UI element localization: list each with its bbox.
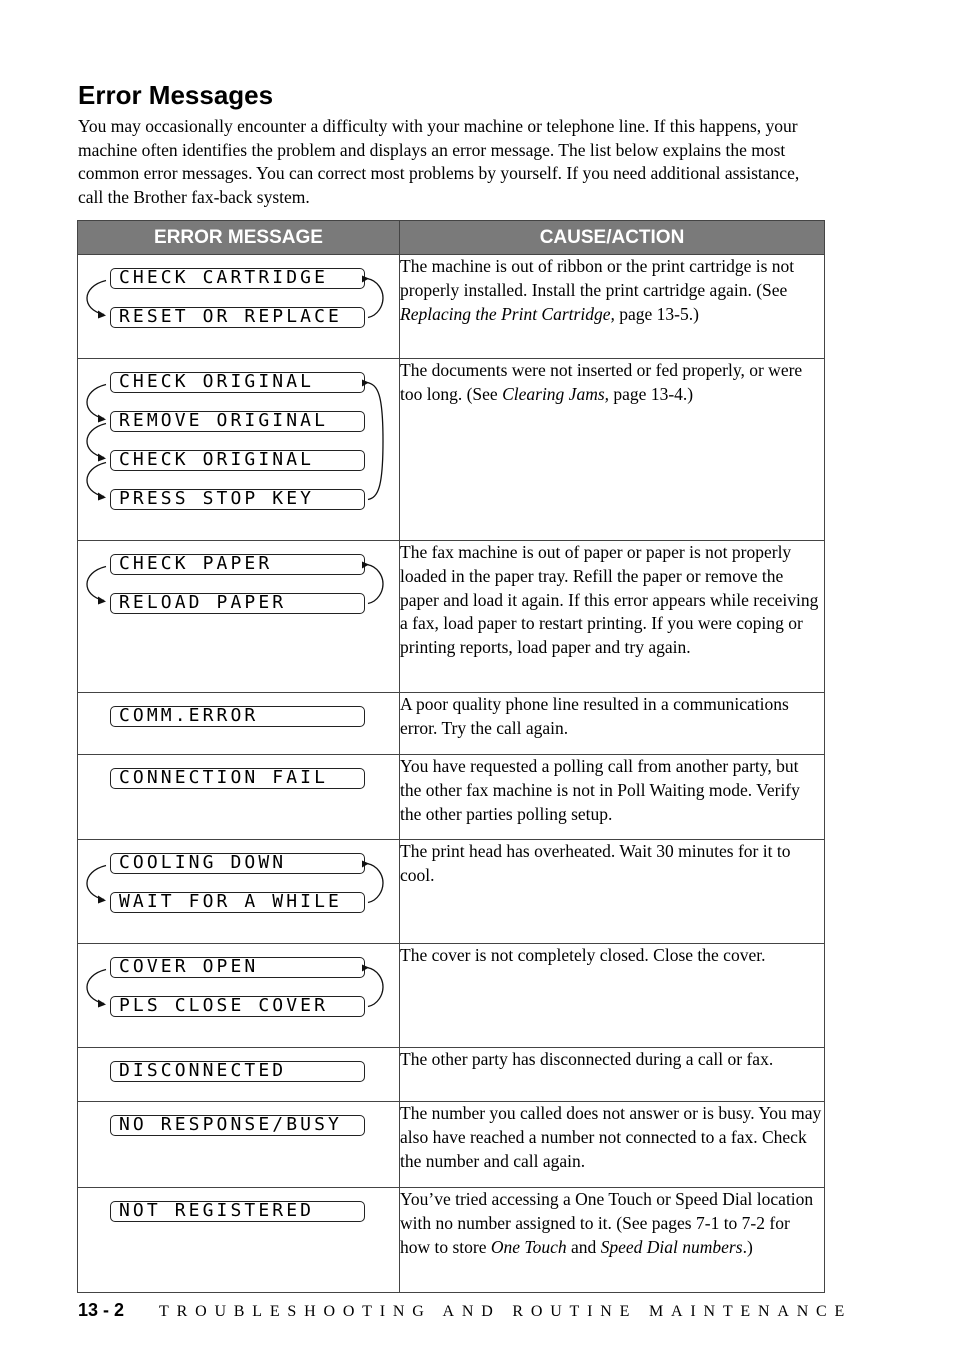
lcd-message: COMM.ERROR [110,706,365,727]
cycle-arrows-icon [78,255,399,358]
cycle-arrows-icon [78,541,399,644]
table-row [78,541,825,693]
table-row [78,840,825,944]
error-message-cell [78,255,400,359]
lcd-display-stack [78,755,399,801]
table-row [78,1048,825,1102]
description-text: The number you called does not answer or is busy. You may also have reached a number not connected to a fax. Check the number and call again. [400,1103,822,1171]
cause-action-cell [400,255,825,359]
error-message-cell [78,693,400,755]
lcd-display-stack [78,840,399,943]
lcd-display-stack [78,255,399,358]
table-row [78,255,825,359]
lcd-message: PRESS STOP KEY [110,489,365,510]
cross-reference: Speed Dial numbers [600,1236,743,1257]
page-number: 13 - 2 [78,1300,125,1320]
cause-action-cell [400,541,825,693]
lcd-message: CHECK ORIGINAL [110,450,365,471]
lcd-message: CHECK ORIGINAL [110,372,365,393]
lcd-display-stack [78,541,399,644]
error-message-cell [78,755,400,840]
description-text: page 13-4.) [609,383,694,404]
error-message-cell [78,541,400,693]
table-row [78,944,825,1048]
lcd-message: CHECK CARTRIDGE [110,268,365,289]
cross-reference: Replacing the Print Cartridge, [400,303,615,324]
description-text: page 13-5.) [614,303,699,324]
lcd-message: COOLING DOWN [110,853,365,874]
description-text: You’ve tried accessing a One Touch or Speed Dial location with no number assigned to it. (See pages 7-1 to 7-2 for how to store [400,1189,814,1257]
description-text: and [566,1236,601,1257]
table-body [78,255,825,1293]
lcd-display-stack [78,1048,399,1094]
cause-action-cell [400,1048,825,1102]
page-footer [78,1300,852,1321]
lcd-message: REMOVE ORIGINAL [110,411,365,432]
cycle-arrows-icon [78,359,399,540]
error-message-cell [78,359,400,541]
lcd-message: WAIT FOR A WHILE [110,892,365,913]
lcd-display-stack [78,1102,399,1148]
table-row [78,1102,825,1188]
chapter-title: TROUBLESHOOTING AND ROUTINE MAINTENANCE [159,1303,853,1320]
cycle-arrows-icon [78,840,399,943]
lcd-message: RESET OR REPLACE [110,307,365,328]
header-cause-action: CAUSE/ACTION [400,221,825,255]
cause-action-cell [400,1188,825,1293]
lcd-display-stack [78,1188,399,1234]
lcd-message: CHECK PAPER [110,554,365,575]
table-row [78,1188,825,1293]
description-text: You have requested a polling call from another party, but the other fax machine is not in Poll Waiting mode. Verify the other parties polling setup. [400,756,800,824]
lcd-message: COVER OPEN [110,957,365,978]
table-header-row [78,221,825,255]
cause-action-cell [400,944,825,1048]
lcd-display-stack [78,359,399,540]
page-title: Error Messages [78,80,274,110]
cause-action-cell [400,840,825,944]
lcd-message: NOT REGISTERED [110,1201,365,1222]
error-message-cell [78,1102,400,1188]
cause-action-cell [400,359,825,541]
cross-reference: Clearing Jams, [502,383,610,404]
cause-action-cell [400,693,825,755]
table-row [78,755,825,840]
description-text: The documents were not inserted or fed properly, or were too long. (See [400,360,803,404]
table-row [78,693,825,755]
cycle-arrows-icon [78,944,399,1047]
cause-action-cell [400,1102,825,1188]
error-message-cell [78,944,400,1048]
header-error-message: ERROR MESSAGE [78,221,400,255]
table-row [78,359,825,541]
error-messages-table [77,220,825,1293]
lcd-message: CONNECTION FAIL [110,768,365,789]
lcd-message: PLS CLOSE COVER [110,996,365,1017]
error-message-cell [78,1048,400,1102]
lcd-message: NO RESPONSE/BUSY [110,1115,365,1136]
intro-paragraph: You may occasionally encounter a difficulty with your machine or telephone line. If this happens, your machine often identifies the problem and displays an error message. The list below explains the most common error messages. You can correct most problems by yourself. If you need additional assistance, call the Brother fax-back system. [78,116,800,207]
description-text: The fax machine is out of paper or paper is not properly loaded in the paper tray. Refill the paper or remove the paper and load it again. If this error appears while receiving a fax, load paper to restart printing. If you were coping or printing reports, load paper and try again. [400,542,819,658]
lcd-message: RELOAD PAPER [110,593,365,614]
description-text: The print head has overheated. Wait 30 minutes for it to cool. [400,841,791,885]
description-text: The other party has disconnected during a call or fax. [400,1049,774,1069]
description-text: The cover is not completely closed. Close the cover. [400,945,766,965]
cause-action-cell [400,755,825,840]
lcd-display-stack [78,944,399,1047]
description-text: A poor quality phone line resulted in a communications error. Try the call again. [400,694,789,738]
lcd-display-stack [78,693,399,739]
lcd-message: DISCONNECTED [110,1061,365,1082]
description-text: .) [742,1236,753,1257]
error-message-cell [78,1188,400,1293]
cross-reference: One Touch [490,1236,567,1257]
description-text: The machine is out of ribbon or the print cartridge is not properly installed. Install the print cartridge again. (See [400,256,795,300]
error-message-cell [78,840,400,944]
